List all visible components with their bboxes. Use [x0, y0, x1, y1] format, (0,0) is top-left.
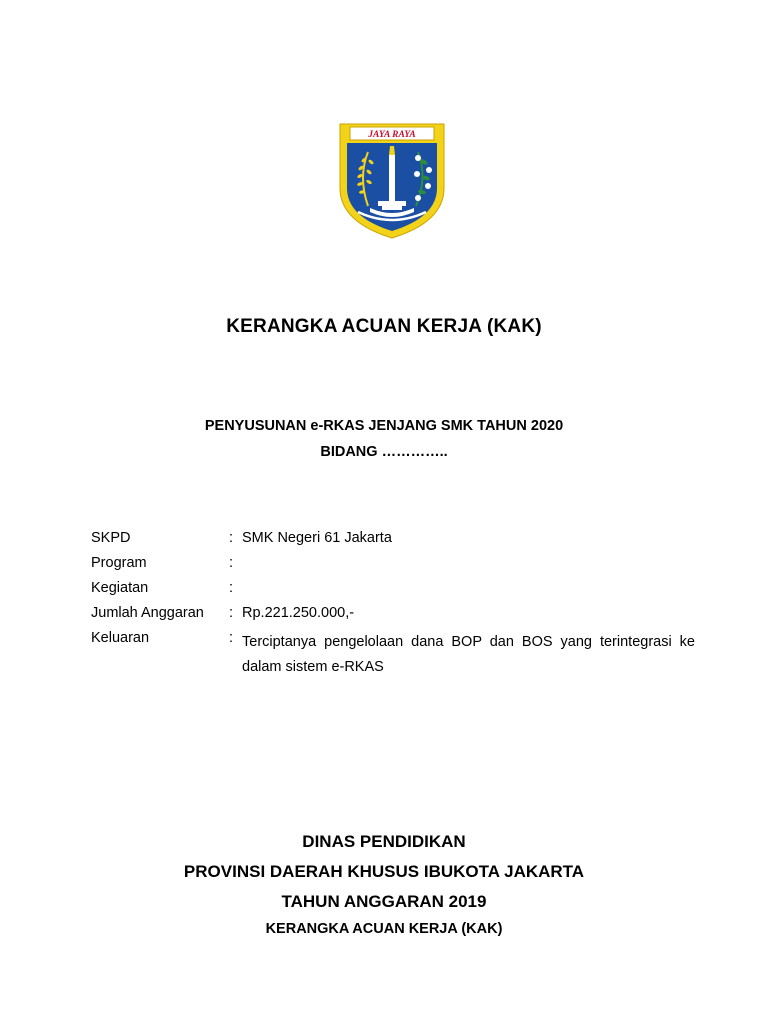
footer-province: PROVINSI DAERAH KHUSUS IBUKOTA JAKARTA [183, 862, 585, 881]
info-row-keluaran [91, 630, 695, 682]
info-row-skpd [91, 530, 695, 555]
info-value: Rp.221.250.000,- [242, 605, 355, 621]
footer-document-title: KERANGKA ACUAN KERJA (KAK) [265, 921, 503, 937]
emblem-graphic [338, 122, 446, 240]
document-field-bidang: BIDANG ………….. [320, 444, 448, 460]
info-row-jumlah-anggaran [91, 605, 695, 630]
info-colon: : [229, 580, 234, 596]
info-label: Kegiatan [91, 580, 149, 596]
footer-fiscal-year: TAHUN ANGGARAN 2019 [281, 892, 487, 911]
info-label: Program [91, 555, 147, 571]
info-label: Jumlah Anggaran [91, 605, 204, 621]
info-label: Keluaran [91, 630, 150, 646]
document-subtitle: PENYUSUNAN e-RKAS JENJANG SMK TAHUN 2020 [204, 418, 564, 434]
info-value: SMK Negeri 61 Jakarta [242, 530, 392, 546]
document-title: KERANGKA ACUAN KERJA (KAK) [226, 316, 542, 337]
info-colon: : [229, 555, 234, 571]
jakarta-emblem-logo [338, 122, 446, 240]
info-value: Terciptanya pengelolaan dana BOP dan BOS yang terintegrasi ke dalam sistem e-RKAS [242, 634, 695, 675]
info-colon: : [229, 605, 234, 621]
info-colon: : [229, 630, 234, 646]
footer-agency: DINAS PENDIDIKAN [302, 832, 466, 851]
info-label: SKPD [91, 530, 131, 546]
info-colon: : [229, 530, 234, 546]
info-row-program [91, 555, 695, 580]
info-row-kegiatan [91, 580, 695, 605]
emblem-motto-text: JAYA RAYA [368, 130, 416, 140]
info-table [91, 530, 695, 682]
